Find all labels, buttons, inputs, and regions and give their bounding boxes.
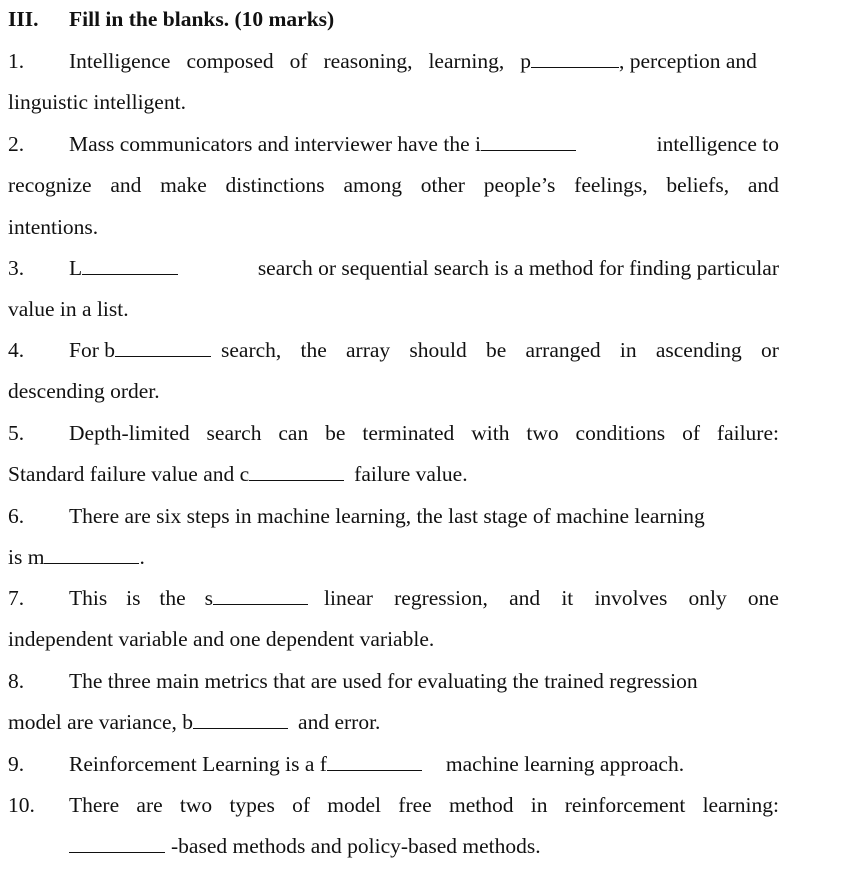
question-number: 4. bbox=[8, 338, 25, 362]
word: it bbox=[561, 586, 574, 610]
word: two bbox=[179, 793, 213, 817]
word: and bbox=[110, 173, 142, 198]
word: people’s bbox=[483, 173, 556, 198]
word: in bbox=[530, 793, 548, 817]
question-line: value in a list. bbox=[8, 297, 129, 322]
word: two bbox=[526, 421, 559, 445]
word: of bbox=[292, 793, 311, 817]
word: and bbox=[509, 586, 541, 610]
word: in bbox=[619, 338, 637, 362]
word: p bbox=[520, 49, 531, 73]
word: learning, bbox=[428, 49, 505, 73]
word: failure: bbox=[716, 421, 779, 445]
question-text-before: Reinforcement Learning is a f bbox=[69, 752, 327, 776]
question-text-after: , perception and bbox=[619, 49, 757, 73]
word: among bbox=[343, 173, 402, 198]
question-line: descending order. bbox=[8, 379, 160, 404]
question-number: 5. bbox=[8, 421, 25, 445]
question-text-before: model are variance, b bbox=[8, 710, 194, 735]
word: with bbox=[471, 421, 510, 445]
word: Depth-limited bbox=[69, 421, 190, 445]
answer-blank[interactable] bbox=[249, 462, 344, 481]
word: is bbox=[126, 586, 141, 610]
word: feelings, bbox=[574, 173, 648, 198]
question-text-before: For b bbox=[69, 338, 115, 362]
question-line bbox=[8, 248, 779, 289]
question-line: intentions. bbox=[8, 214, 99, 239]
word: be bbox=[325, 421, 346, 445]
question-line bbox=[8, 496, 779, 537]
justified-words bbox=[69, 413, 779, 454]
word: array bbox=[346, 338, 391, 362]
word: beliefs, bbox=[666, 173, 730, 198]
question-line bbox=[8, 578, 779, 619]
justified-words bbox=[69, 578, 213, 619]
word: Intelligence bbox=[69, 49, 171, 73]
question-number: 6. bbox=[8, 504, 25, 528]
question-line bbox=[8, 826, 779, 867]
section-heading bbox=[8, 4, 334, 34]
question-5 bbox=[8, 413, 779, 496]
word: terminated bbox=[362, 421, 455, 445]
word: and bbox=[747, 173, 779, 198]
question-6 bbox=[8, 496, 779, 579]
word: are bbox=[136, 793, 163, 817]
question-7 bbox=[8, 578, 779, 661]
word: of bbox=[682, 421, 700, 445]
section-number: III. bbox=[8, 7, 39, 31]
question-line: independent variable and one dependent variable. bbox=[8, 627, 435, 652]
word: of bbox=[289, 49, 308, 73]
word: involves bbox=[594, 586, 668, 610]
question-line bbox=[8, 537, 779, 578]
word: regression, bbox=[394, 586, 488, 610]
word: This bbox=[69, 586, 108, 610]
question-text: There are six steps in machine learning, the last stage of machine learning bbox=[69, 504, 705, 528]
word: ascending bbox=[655, 338, 742, 362]
answer-blank[interactable] bbox=[481, 132, 576, 151]
question-line bbox=[8, 41, 779, 82]
word: make bbox=[160, 173, 207, 198]
question-text-after: failure value. bbox=[354, 462, 468, 487]
question-text-before: Mass communicators and interviewer have the i bbox=[69, 132, 481, 156]
answer-blank[interactable] bbox=[531, 49, 619, 68]
question-number: 8. bbox=[8, 669, 25, 693]
answer-blank[interactable] bbox=[115, 338, 211, 357]
justified-words bbox=[324, 578, 779, 619]
question-text-after: -based methods and policy-based methods. bbox=[171, 834, 541, 859]
word: can bbox=[278, 421, 309, 445]
question-number: 10. bbox=[8, 793, 35, 817]
question-line bbox=[8, 702, 779, 743]
question-text-after: and error. bbox=[298, 710, 381, 735]
section-title: Fill in the blanks. (10 marks) bbox=[69, 7, 335, 31]
word: one bbox=[747, 586, 779, 610]
question-number: 2. bbox=[8, 132, 25, 156]
question-2 bbox=[8, 124, 779, 248]
question-line bbox=[8, 744, 779, 785]
word: learning: bbox=[702, 793, 779, 817]
question-number: 3. bbox=[8, 256, 25, 280]
word: composed bbox=[186, 49, 274, 73]
word: model bbox=[327, 793, 382, 817]
word: types bbox=[229, 793, 275, 817]
question-text-before: is m bbox=[8, 545, 45, 570]
justified-words bbox=[69, 41, 531, 82]
word: should bbox=[409, 338, 467, 362]
question-line bbox=[8, 330, 779, 371]
question-text: The three main metrics that are used for evaluating the trained regression bbox=[69, 669, 698, 693]
word: s bbox=[204, 586, 213, 610]
answer-blank[interactable] bbox=[69, 834, 165, 853]
word: free bbox=[398, 793, 432, 817]
question-3 bbox=[8, 248, 779, 331]
word: be bbox=[485, 338, 507, 362]
word: search bbox=[206, 421, 262, 445]
word: arranged bbox=[525, 338, 601, 362]
question-text-after: machine learning approach. bbox=[445, 752, 685, 776]
word: other bbox=[420, 173, 465, 198]
question-line bbox=[8, 454, 779, 495]
question-text-before: L bbox=[69, 256, 83, 280]
answer-blank[interactable] bbox=[327, 752, 422, 771]
question-1 bbox=[8, 41, 779, 124]
question-8 bbox=[8, 661, 779, 744]
word: search, bbox=[221, 338, 282, 362]
word: reinforcement bbox=[564, 793, 686, 817]
question-line bbox=[8, 661, 779, 702]
word: distinctions bbox=[225, 173, 325, 198]
word: There bbox=[69, 793, 120, 817]
question-number: 9. bbox=[8, 752, 25, 776]
question-text-after: intelligence to bbox=[656, 132, 779, 156]
word: conditions bbox=[575, 421, 666, 445]
word: method bbox=[448, 793, 514, 817]
justified-words bbox=[69, 785, 779, 826]
word: the bbox=[159, 586, 186, 610]
question-text-after: search or sequential search is a method for finding particular bbox=[257, 256, 779, 280]
question-line: linguistic intelligent. bbox=[8, 90, 186, 115]
question-10 bbox=[8, 785, 779, 868]
word: linear bbox=[324, 586, 373, 610]
question-line bbox=[8, 785, 779, 826]
word: only bbox=[688, 586, 727, 610]
question-text-before: Standard failure value and c bbox=[8, 462, 250, 487]
question-number: 7. bbox=[8, 586, 25, 610]
word: the bbox=[300, 338, 327, 362]
word: or bbox=[761, 338, 779, 362]
word: recognize bbox=[8, 173, 92, 198]
question-9 bbox=[8, 744, 779, 785]
justified-words bbox=[221, 330, 779, 371]
answer-blank[interactable] bbox=[44, 545, 139, 564]
answer-blank[interactable] bbox=[82, 256, 178, 275]
question-4 bbox=[8, 330, 779, 413]
question-number: 1. bbox=[8, 49, 25, 73]
question-line bbox=[8, 413, 779, 454]
word: reasoning, bbox=[323, 49, 413, 73]
answer-blank[interactable] bbox=[193, 710, 288, 729]
question-text-after: . bbox=[139, 545, 145, 570]
answer-blank[interactable] bbox=[213, 586, 308, 605]
justified-words bbox=[8, 165, 779, 206]
question-line bbox=[8, 124, 779, 165]
